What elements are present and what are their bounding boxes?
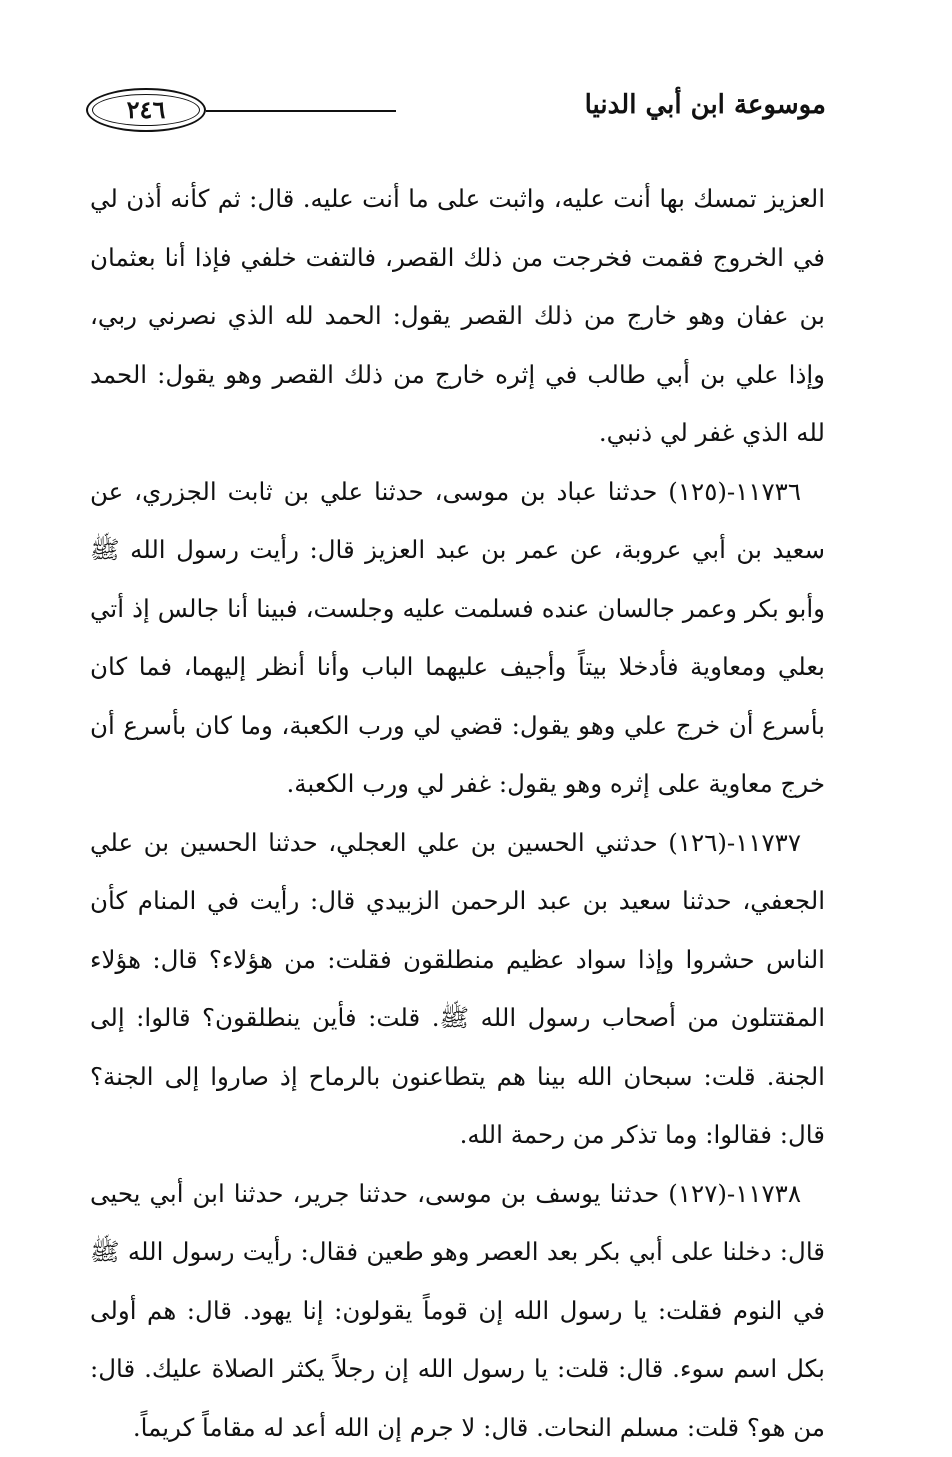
- body-text: [90, 170, 825, 1457]
- page-number: ٢٤٦: [86, 88, 206, 132]
- paragraph-continuation: العزيز تمسك بها أنت عليه، واثبت على ما أنت عليه. قال: ثم كأنه أذن لي في الخروج فقمت فخرجت من ذلك القصر، فالتفت خلفي فإذا أنا بعثمان بن عفان وهو خارج من ذلك القصر يقول: الحمد لله الذي نصرني ربي، وإذا علي بن أبي طالب في إثره خارج من ذلك القصر وهو يقول: الحمد لله الذي غفر لي ذنبي.: [90, 170, 825, 463]
- paragraph-11736: ١١٧٣٦-(١٢٥) حدثنا عباد بن موسى، حدثنا علي بن ثابت الجزري، عن سعيد بن أبي عروبة، عن عمر بن عبد العزيز قال: رأيت رسول الله ﷺ وأبو بكر وعمر جالسان عنده فسلمت عليه وجلست، فبينا أنا جالس إذ أتي بعلي ومعاوية فأدخلا بيتاً وأجيف عليهما الباب وأنا أنظر إليهما، فما كان بأسرع أن خرج علي وهو يقول: قضي لي ورب الكعبة، وما كان بأسرع أن خرج معاوية على إثره وهو يقول: غفر لي ورب الكعبة.: [90, 463, 825, 814]
- paragraph-11738: ١١٧٣٨-(١٢٧) حدثنا يوسف بن موسى، حدثنا جرير، حدثنا ابن أبي يحيى قال: دخلنا على أبي بكر بعد العصر وهو طعين فقال: رأيت رسول الله ﷺ في النوم فقلت: يا رسول الله إن قوماً يقولون: إنا يهود. قال: هم أولى بكل اسم سوء. قال: قلت: يا رسول الله إن رجلاً يكثر الصلاة عليك. قال: من هو؟ قلت: مسلم النحات. قال: لا جرم إن الله أعد له مقاماً كريماً.: [90, 1165, 825, 1457]
- running-title: موسوعة ابن أبي الدنيا: [585, 90, 826, 120]
- page-header: [86, 88, 826, 138]
- header-rule: [206, 110, 396, 112]
- paragraph-11737: ١١٧٣٧-(١٢٦) حدثني الحسين بن علي العجلي، حدثنا الحسين بن علي الجعفي، حدثنا سعيد بن عبد الرحمن الزبيدي قال: رأيت في المنام كأن الناس حشروا وإذا سواد عظيم منطلقون فقلت: من هؤلاء؟ قال: هؤلاء المقتتلون من أصحاب رسول الله ﷺ. قلت: فأين ينطلقون؟ قالوا: إلى الجنة. قلت: سبحان الله بينا هم يتطاعنون بالرماح إذ صاروا إلى الجنة؟ قال: فقالوا: وما تذكر من رحمة الله.: [90, 814, 825, 1165]
